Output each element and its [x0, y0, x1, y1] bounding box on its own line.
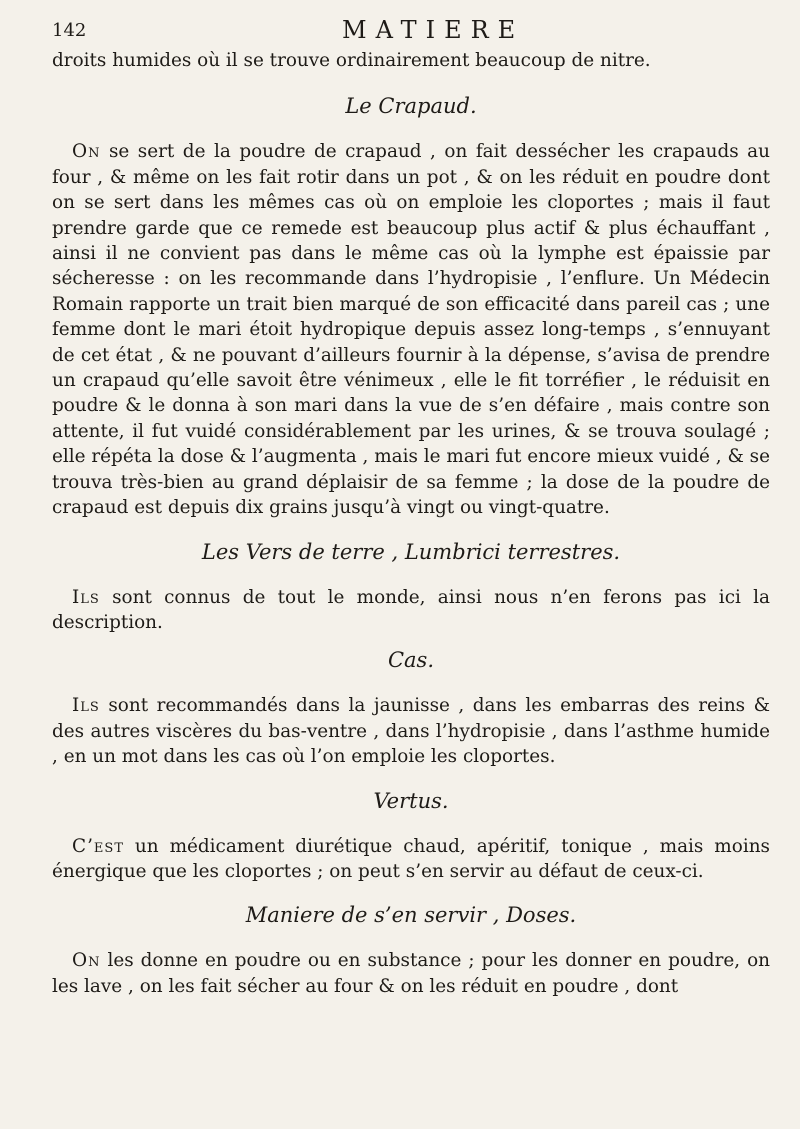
- body-text: [52, 48, 770, 1017]
- section-title-crapaud: Le Crapaud.: [345, 94, 477, 119]
- paragraph-lead: On: [72, 950, 101, 972]
- paragraph-vertus: [52, 834, 770, 885]
- paragraph-lead: On: [72, 141, 101, 163]
- paragraph-maniere: [52, 948, 770, 999]
- section-title-cas: Cas.: [387, 648, 435, 673]
- paragraph-text: se sert de la poudre de crapaud , on fait dessécher les crapauds au four , & même on les fait rotir dans un pot , & on les réduit en poudre dont on se sert dans les mêmes cas où on emploie les cloportes ; mais il faut prendre garde que ce remede est beaucoup plus actif & plus échauffant , ainsi il ne convient pas dans le même cas où la lymphe est épaissie par sécheresse : on les recommande dans l’hydropisie , l’enflure. Un Médecin Romain rapporte un trait bien marqué de son efficacité dans pareil cas ; une femme dont le mari étoit hydropique depuis assez long-temps , s’ennuyant de cet état , & ne pouvant d’ailleurs fournir à la dépense, s’avisa de prendre un crapaud qu’elle savoit être vénimeux , elle le fit torréfier , le réduisit en poudre & le donna à son mari dans la vue de s’en défaire , mais contre son attente, il fut vuidé considérablement par les urines, & se trouva soulagé ; elle répéta la dose & l’augmenta , mais le mari fut encore mieux vuidé , & se trouva très-bien au grand déplaisir de sa femme ; la dose de la poudre de crapaud est depuis dix grains jusqu’à vingt ou vingt-quatre.: [52, 141, 770, 519]
- running-head: MATIERE: [342, 16, 525, 44]
- paragraph-vers-de-terre: [52, 585, 770, 636]
- section-title-maniere: Maniere de s’en servir , Doses.: [245, 903, 577, 928]
- paragraph-cas: [52, 693, 770, 769]
- carry-over-line: droits humides où il se trouve ordinairement beaucoup de nitre.: [52, 50, 651, 71]
- paragraph-text: sont connus de tout le monde, ainsi nous n’en ferons pas ici la description.: [52, 586, 770, 633]
- paragraph-lead: C’est: [72, 835, 124, 857]
- paragraph-text: un médicament diurétique chaud, apéritif, tonique , mais moins énergique que les cloportes ; on peut s’en servir au défaut de ceux-ci.: [52, 835, 770, 882]
- paragraph-lead: Ils: [72, 586, 100, 608]
- paragraph-lead: Ils: [72, 695, 100, 717]
- page-header: [52, 16, 752, 46]
- section-title-vertus: Vertus.: [373, 788, 449, 813]
- paragraph-text: les donne en poudre ou en substance ; pour les donner en poudre, on les lave , on les fait sécher au four & on les réduit en poudre , dont: [52, 950, 770, 997]
- section-title-vers-de-terre: Les Vers de terre , Lumbrici terrestres.: [201, 539, 621, 564]
- page-number: 142: [52, 20, 87, 41]
- paragraph-crapaud: [52, 139, 770, 520]
- paragraph-text: sont recommandés dans la jaunisse , dans les embarras des reins & des autres viscères du bas-ventre , dans l’hydropisie , dans l’asthme humide , en un mot dans les cas où l’on emploie les cloportes.: [52, 695, 770, 768]
